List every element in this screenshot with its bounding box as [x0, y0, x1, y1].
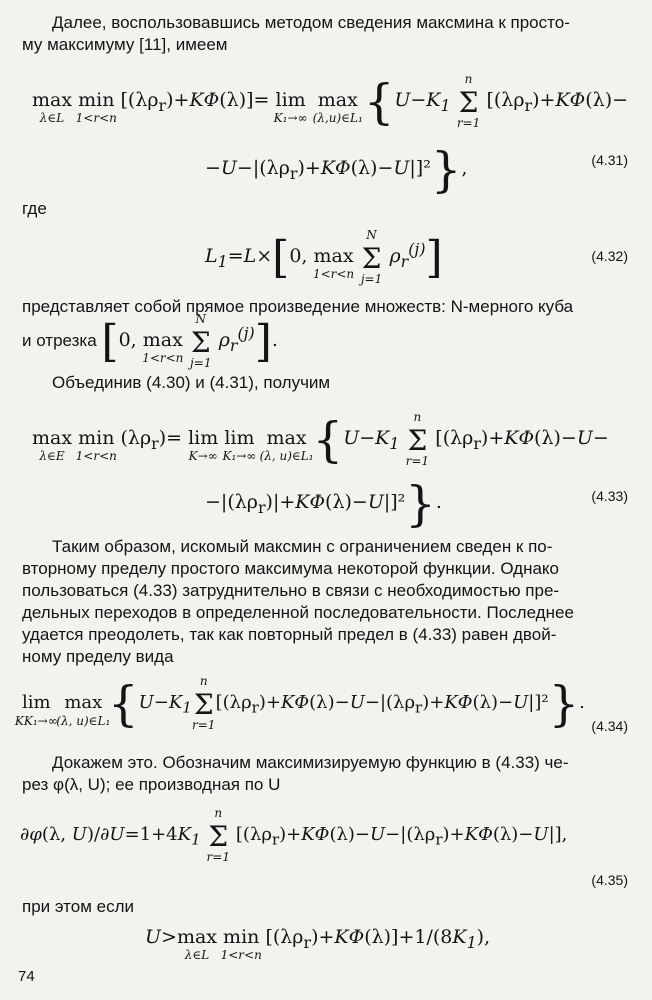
paragraph-product	[22, 296, 630, 318]
text-line: Таким образом, искомый максмин с ограничением сведен к по-	[52, 537, 553, 556]
equation-4-31-line2: $-U-|(\lambda\rho_r)+K\Phi(\lambda)-U|]^2$},	[205, 142, 468, 198]
text-line: пользоваться (4.33) затруднительно в связи с необходимостью пре-	[22, 581, 560, 600]
equation-number: (4.32)	[591, 248, 628, 264]
equation-number: (4.35)	[591, 872, 628, 888]
equation-number: (4.34)	[591, 718, 628, 734]
paragraph-combine: Объединив (4.30) и (4.31), получим	[52, 373, 331, 392]
text-line: му максимуму [11], имеем	[22, 35, 228, 54]
equation-4-35: ∂φ(λ, $U)/\partial U=1+4K_1$ Σ n r=1 $[(\lambda\rho_r)+K\Phi(\lambda)-U-|(\lambda\rho_r)+K\Phi(\lambda)-U|]$,	[20, 806, 568, 864]
page-number: 74	[18, 968, 35, 985]
inequality: U>max λ∈L min 1<r<n $[(\lambda\rho_r)+K\Phi(\lambda)]+1/(8K_1)$,	[145, 926, 491, 962]
equation-4-31-line1: max λ∈L min 1<r<n $[(\lambda\rho_r)+K\Phi(\lambda)]= \lim$ K₁→∞ max (λ,u)∈L₁ {$U-K_1$ Σ n r=1 [$(\lambda\rho_r)+K\Phi(\lambda)-$	[32, 72, 629, 130]
equation-4-33-line2: $-|(\lambda\rho_r)|+K\Phi(\lambda)-U|]^2$}.	[205, 476, 442, 532]
text-line: удается преодолеть, так как повторный предел в (4.33) равен двой-	[22, 625, 557, 644]
equation-number: (4.31)	[591, 152, 628, 168]
text-line: ному пределу вида	[22, 647, 174, 666]
equation-number: (4.33)	[591, 488, 628, 504]
paragraph-intro	[22, 12, 630, 56]
equation-4-32: $L_1=L\times[0$, max 1<r<n Σ N j=1 $\rho_r^{(j)}$]	[205, 228, 443, 286]
text-line: рез φ(λ, U); ее производная по U	[22, 775, 281, 794]
text-line: Далее, воспользовавшись методом сведения максмина к просто-	[52, 13, 570, 32]
text-line: Докажем это. Обозначим максимизируемую функцию в (4.33) че-	[52, 753, 569, 772]
paragraph-if: при этом если	[22, 897, 135, 916]
equation-4-33-line1: max λ∈E min 1<r<n $(\lambda\rho_r)= \lim$ K→∞ lim K₁→∞ max (λ, u)∈L₁ {$U-K_1$ Σ n r=1 [$(\lambda\rho_r)+K\Phi(\lambda)-U-$	[32, 410, 609, 468]
text-line: представляет собой прямое произведение множеств: N-мерного куба	[22, 297, 574, 316]
equation-4-34: lim KK₁→∞ max (λ, u)∈L₁ {$U-K_1\Sigma$ n r=1 $[(\lambda\rho_r)+K\Phi(\lambda)-U-|(\lambda\rho_r)+K\Phi(\lambda)-U|]^2$}.	[14, 674, 585, 732]
text-line-with-interval: и отрезка [0, max 1<r<n Σ N j=1 $\rho_r^{(j)}$].	[22, 312, 278, 370]
paragraph-where: где	[22, 199, 47, 218]
text-line: дельных переходов в определенной последовательности. Последнее	[22, 603, 574, 622]
text-line: вторному пределу простого максимума некоторой функции. Однако	[22, 559, 560, 578]
paragraph-proof	[22, 752, 630, 796]
paragraph-thus	[22, 536, 630, 668]
